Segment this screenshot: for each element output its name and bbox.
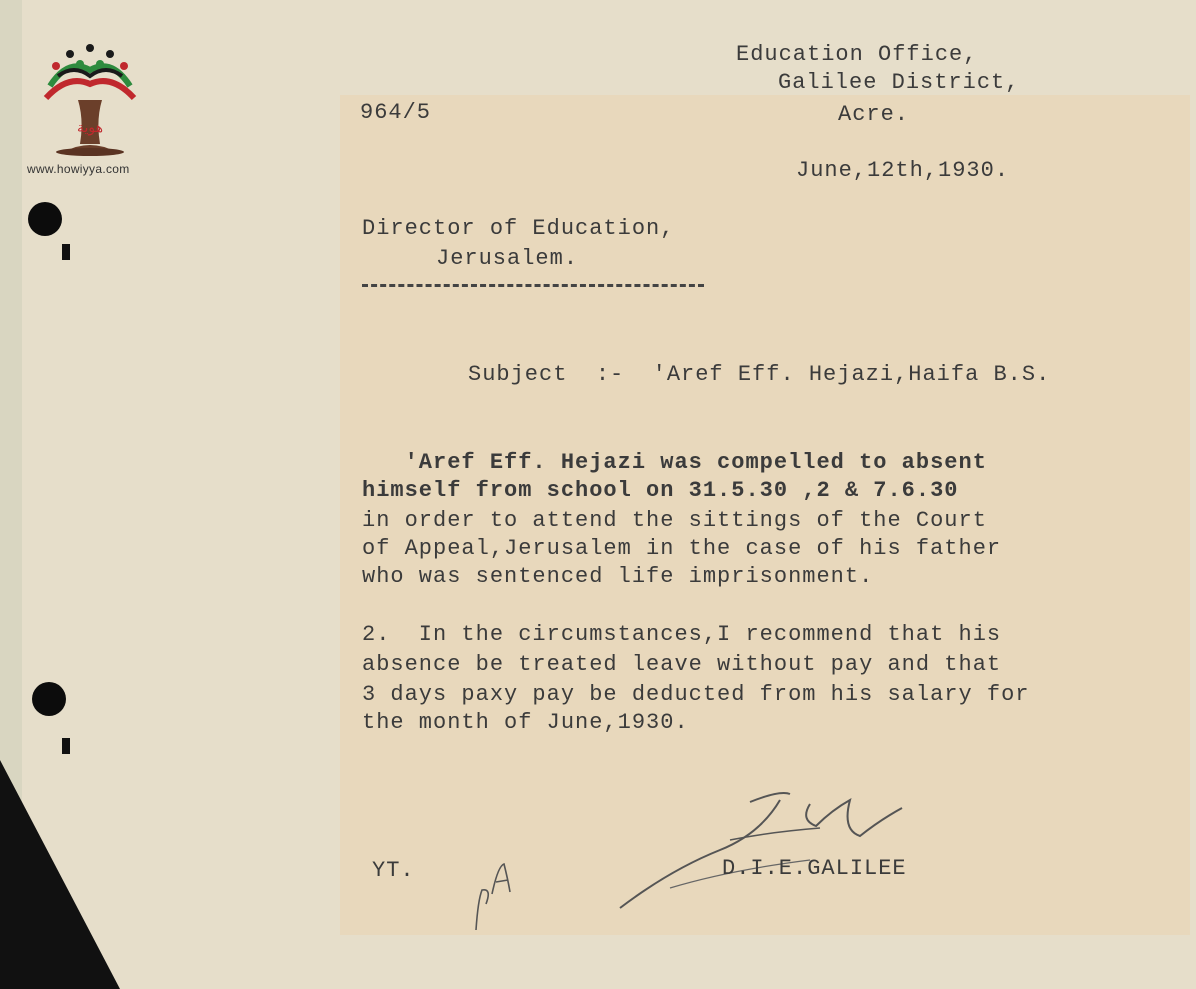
paragraph-1-line-1: 'Aref Eff. Hejazi was compelled to absent	[362, 450, 987, 475]
addressee-line-1: Director of Education,	[362, 216, 675, 241]
logo-wordmark: هوية	[76, 120, 104, 136]
paragraph-2-line-4: the month of June,1930.	[362, 710, 689, 735]
dashed-rule	[362, 284, 704, 287]
paragraph-1-line-5: who was sentenced life imprisonment.	[362, 564, 874, 589]
howiyya-logo	[28, 40, 152, 180]
paragraph-1-line-2: himself from school on 31.5.30 ,2 & 7.6.30	[362, 478, 959, 503]
punch-hole-bottom-tick	[62, 738, 70, 754]
logo-url-text: www.howiyya.com	[27, 162, 130, 176]
punch-hole-top-tick	[62, 244, 70, 260]
paragraph-2-line-1: 2. In the circumstances,I recommend that his	[362, 622, 1002, 647]
paragraph-1-line-3: in order to attend the sittings of the Court	[362, 508, 987, 533]
letter-date: June,12th,1930.	[796, 158, 1010, 183]
typist-initials: YT.	[372, 858, 415, 883]
paragraph-2-line-2: absence be treated leave without pay and that	[362, 652, 1002, 677]
page-edge-shadow	[0, 760, 120, 989]
office-line-1: Education Office,	[736, 42, 978, 67]
handwritten-initials	[468, 860, 518, 940]
signatory-title: D.I.E.GALILEE	[722, 856, 907, 881]
office-line-3: Acre.	[838, 102, 910, 127]
subject-line: Subject :- 'Aref Eff. Hejazi,Haifa B.S.	[468, 362, 1051, 387]
addressee-line-2: Jerusalem.	[436, 246, 579, 271]
handwritten-signature	[610, 780, 910, 920]
paragraph-2-line-3: 3 days paxy pay be deducted from his salary for	[362, 682, 1030, 707]
paragraph-1-line-4: of Appeal,Jerusalem in the case of his father	[362, 536, 1002, 561]
punch-hole-top	[28, 202, 62, 236]
office-line-2: Galilee District,	[778, 70, 1020, 95]
punch-hole-bottom	[32, 682, 66, 716]
reference-number: 964/5	[360, 100, 432, 125]
